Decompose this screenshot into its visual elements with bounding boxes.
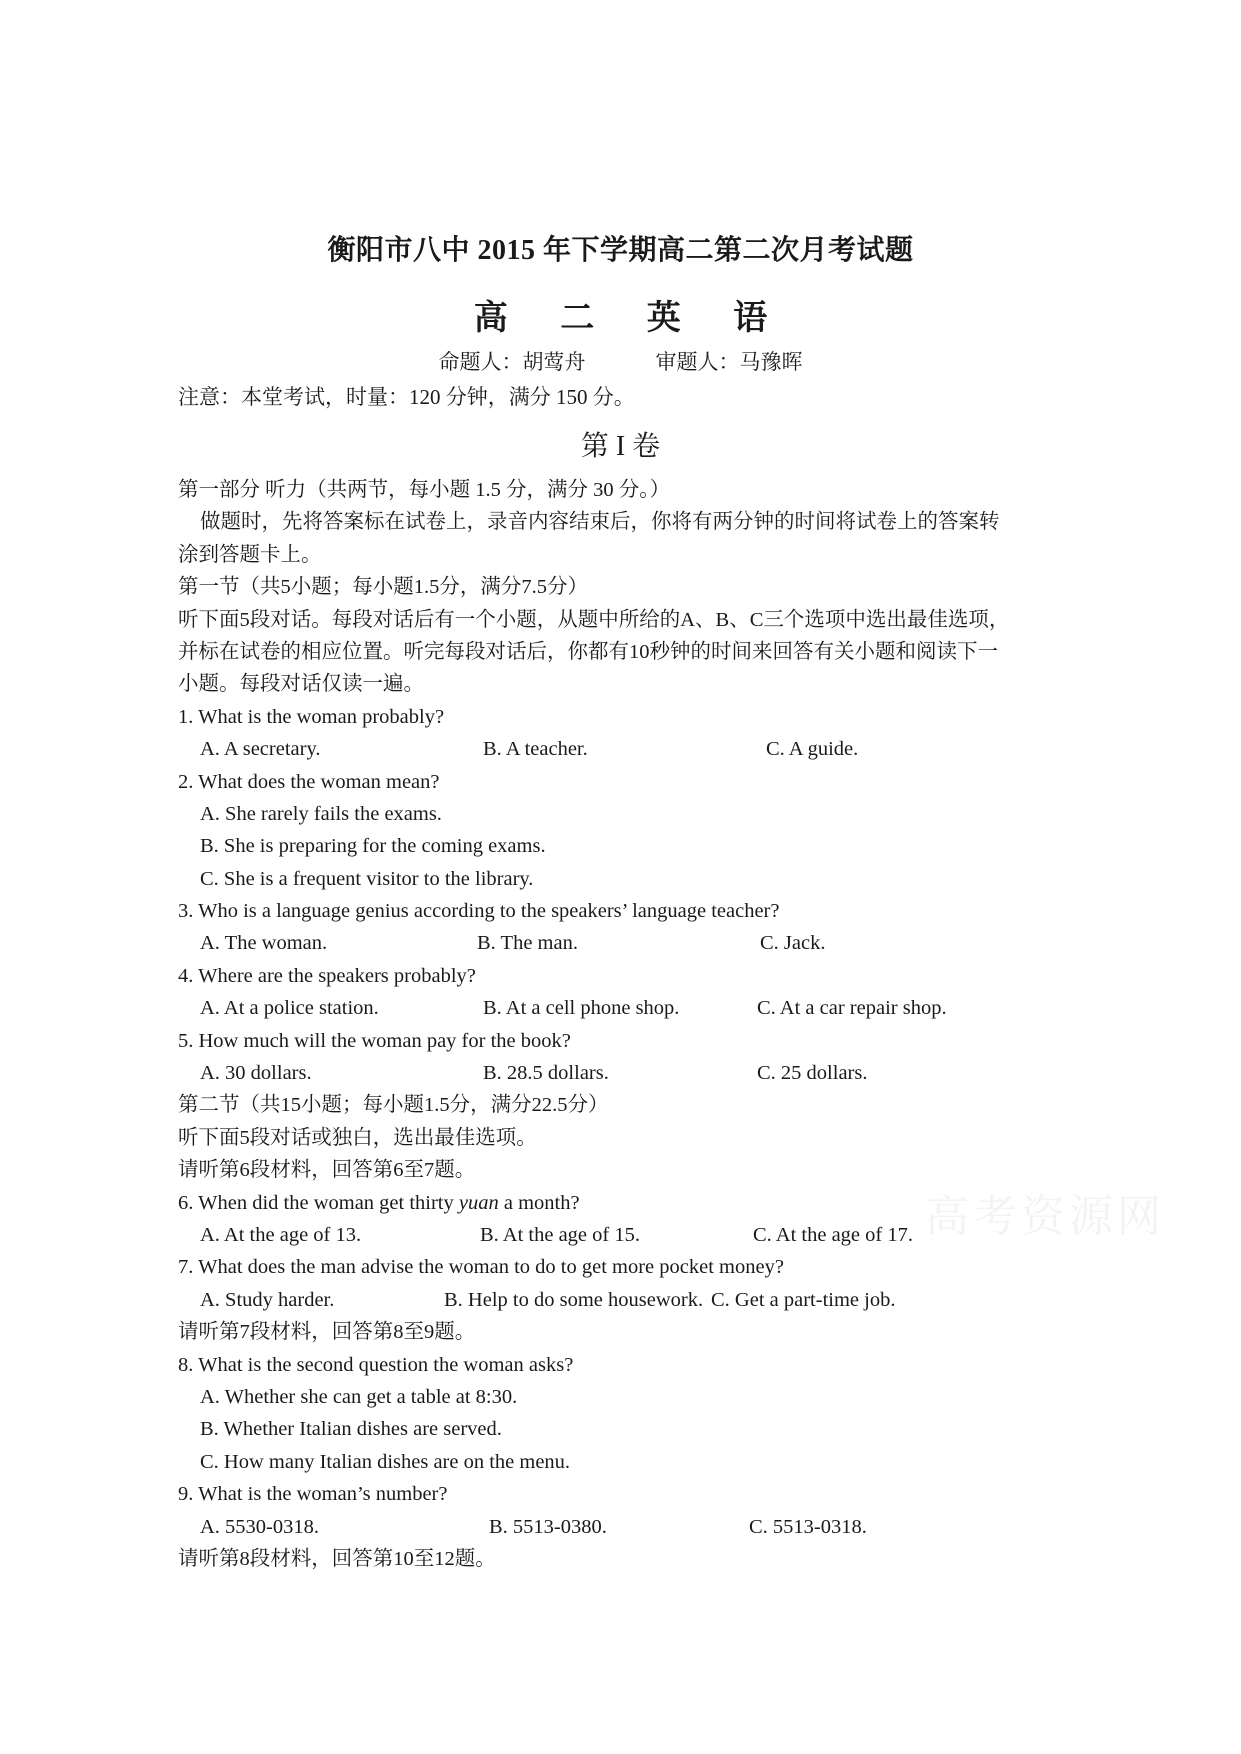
option-c: C. At the age of 17. — [753, 1223, 913, 1246]
option-b: B. At the age of 15. — [480, 1223, 640, 1246]
option-b: B. 5513-0380. — [489, 1515, 607, 1538]
option-c: C. 5513-0318. — [749, 1515, 867, 1538]
section1-instruction: 听下面5段对话。每段对话后有一个小题，从题中所给的A、B、C三个选项中选出最佳选项， — [178, 608, 1010, 631]
option-b: B. At a cell phone shop. — [483, 997, 680, 1020]
material-instruction: 请听第6段材料，回答第6至7题。 — [178, 1159, 476, 1182]
option-c: C. A guide. — [766, 738, 859, 761]
question-stem: 4. Where are the speakers probably? — [178, 964, 476, 987]
option-c: C. How many Italian dishes are on the menu. — [200, 1450, 571, 1473]
question-options — [178, 992, 1068, 1024]
option-c: C. Get a part-time job. — [711, 1288, 896, 1311]
question-stem: 5. How much will the woman pay for the book? — [178, 1029, 571, 1052]
option-b: B. Whether Italian dishes are served. — [200, 1418, 502, 1441]
option-a: A. Whether she can get a table at 8:30. — [200, 1385, 518, 1408]
material-instruction: 请听第7段材料，回答第8至9题。 — [178, 1321, 476, 1344]
option-a: A. A secretary. — [200, 738, 321, 761]
option-a: A. 5530-0318. — [200, 1515, 320, 1538]
instruction-line: 涂到答题卡上。 — [178, 543, 322, 566]
option-a: A. 30 dollars. — [200, 1062, 312, 1085]
option-b: B. Help to do some housework. — [444, 1288, 704, 1311]
option-a: A. She rarely fails the exams. — [200, 802, 442, 825]
part1-heading: 第一部分 听力（共两节，每小题 1.5 分，满分 30 分。） — [178, 479, 670, 501]
exam-title: 衡阳市八中 2015 年下学期高二第二次月考试题 — [327, 235, 914, 266]
option-c: C. She is a frequent visitor to the library. — [200, 867, 534, 890]
section1-instruction: 并标在试卷的相应位置。听完每段对话后，你都有10秒钟的时间来回答有关小题和阅读下一 — [178, 640, 998, 663]
exam-notice: 注意：本堂考试，时量：120 分钟，满分 150 分。 — [178, 385, 635, 409]
reviewer-label: 审题人：马豫晖 — [655, 350, 803, 374]
question-options — [178, 1284, 1068, 1316]
option-a: A. Study harder. — [200, 1288, 335, 1311]
option-a: A. The woman. — [200, 932, 328, 955]
section1-heading: 第一节（共5小题；每小题1.5分，满分7.5分） — [178, 576, 588, 599]
option-c: C. Jack. — [760, 932, 826, 955]
watermark: 高考资源网 — [925, 1191, 1165, 1242]
option-b: B. She is preparing for the coming exams. — [200, 835, 546, 858]
question-options — [178, 733, 1068, 765]
option-a: A. At a police station. — [200, 997, 379, 1020]
exam-authors — [0, 346, 1241, 376]
option-a: A. At the age of 13. — [200, 1223, 362, 1246]
exam-body — [178, 474, 1068, 1575]
section2-heading: 第二节（共15小题；每小题1.5分，满分22.5分） — [178, 1094, 609, 1117]
question-stem: 3. Who is a language genius according to the speakers’ language teacher? — [178, 900, 780, 923]
author-label: 命题人：胡莺舟 — [438, 350, 586, 374]
section2-instruction: 听下面5段对话或独白，选出最佳选项。 — [178, 1126, 537, 1149]
option-b: B. 28.5 dollars. — [483, 1062, 609, 1085]
volume-heading: 第 I 卷 — [580, 431, 661, 462]
stem-text: a month? — [498, 1191, 580, 1214]
question-options — [178, 1511, 1068, 1543]
instruction-line: 做题时，先将答案标在试卷上，录音内容结束后，你将有两分钟的时间将试卷上的答案转 — [200, 511, 1000, 534]
question-options — [178, 927, 1068, 959]
question-stem: 7. What does the man advise the woman to do to get more pocket money? — [178, 1256, 784, 1279]
question-stem: 8. What is the second question the woman asks? — [178, 1353, 574, 1376]
option-b: B. The man. — [477, 932, 578, 955]
question-stem: 1. What is the woman probably? — [178, 705, 445, 728]
question-options — [178, 1057, 1068, 1089]
option-c: C. At a car repair shop. — [757, 997, 947, 1020]
question-stem: 2. What does the woman mean? — [178, 770, 440, 793]
stem-text: 6. When did the woman get thirty — [178, 1191, 459, 1214]
option-c: C. 25 dollars. — [757, 1062, 868, 1085]
material-instruction: 请听第8段材料，回答第10至12题。 — [178, 1547, 496, 1570]
section1-instruction: 小题。每段对话仅读一遍。 — [178, 673, 424, 696]
exam-subject: 高 二 英 语 — [473, 300, 790, 337]
option-b: B. A teacher. — [483, 738, 588, 761]
stem-italic: yuan — [458, 1191, 499, 1214]
question-stem: 9. What is the woman’s number? — [178, 1483, 448, 1506]
